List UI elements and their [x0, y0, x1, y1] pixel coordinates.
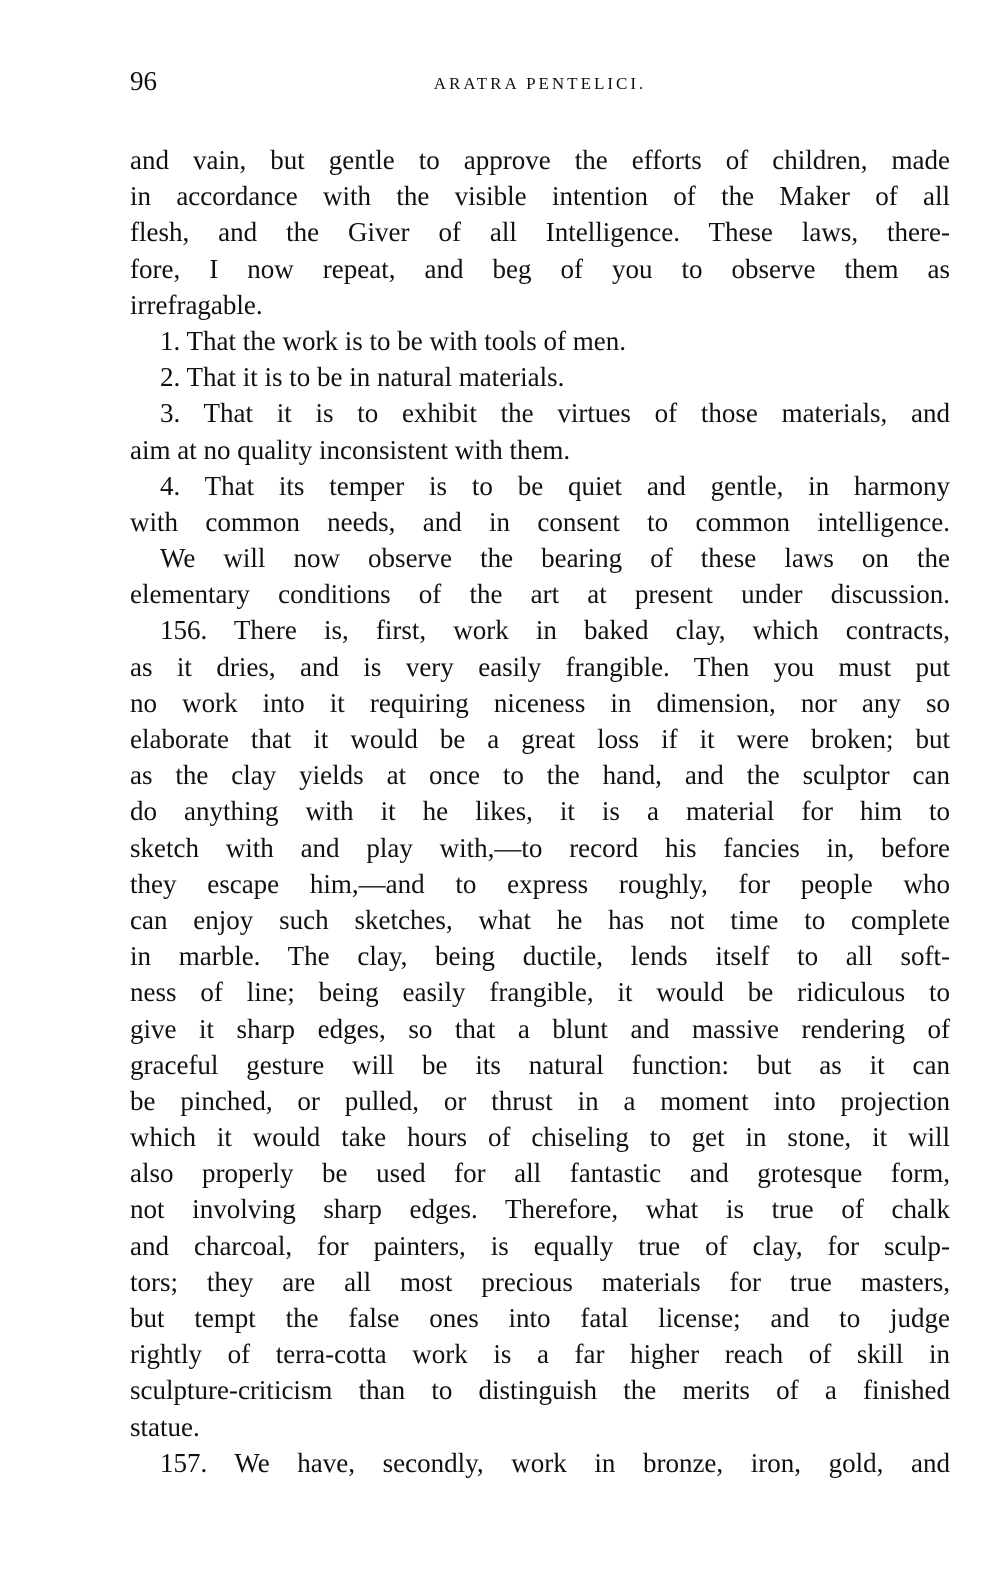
text-line: flesh, and the Giver of all Intelligence. These laws, there-: [130, 217, 950, 248]
text-line: no work into it requiring niceness in dimension, nor any so: [130, 687, 950, 718]
text-line: 4. That its temper is to be quiet and gentle, in harmony: [160, 470, 950, 501]
text-line: with common needs, and in consent to common intelligence.: [130, 506, 950, 537]
text-line: rightly of terra-cotta work is a far higher reach of skill in: [130, 1339, 950, 1370]
text-line: in accordance with the visible intention of the Maker of all: [130, 181, 950, 212]
text-line: give it sharp edges, so that a blunt and massive rendering of: [130, 1013, 950, 1044]
text-line: sculpture-criticism than to distinguish the merits of a finished: [130, 1375, 950, 1406]
text-line: do anything with it he likes, it is a material for him to: [130, 796, 950, 827]
text-line: elaborate that it would be a great loss if it were broken; but: [130, 724, 950, 754]
text-line: in marble. The clay, being ductile, lends itself to all soft-: [130, 941, 950, 972]
text-line: 1. That the work is to be with tools of men.: [160, 325, 626, 356]
text-line: tors; they are all most precious materials for true masters,: [130, 1266, 950, 1297]
text-line: they escape him,—and to express roughly, for people who: [130, 868, 950, 899]
text-line: We will now observe the bearing of these laws on the: [160, 543, 950, 574]
text-line: and charcoal, for painters, is equally true of clay, for sculp-: [130, 1230, 950, 1261]
text-line: also properly be used for all fantastic and grotesque form,: [130, 1158, 950, 1189]
text-line: as the clay yields at once to the hand, and the sculptor can: [130, 760, 950, 791]
text-line: be pinched, or pulled, or thrust in a moment into projection: [130, 1085, 950, 1116]
text-line: 3. That it is to exhibit the virtues of those materials, and: [160, 398, 950, 429]
text-line: as it dries, and is very easily frangible. Then you must put: [130, 651, 950, 682]
text-line: 2. That it is to be in natural materials.: [160, 362, 565, 393]
text-line: can enjoy such sketches, what he has not time to complete: [130, 904, 950, 935]
page-header: [130, 66, 950, 106]
text-line: 156. There is, first, work in baked clay, which contracts,: [160, 615, 950, 646]
text-line: fore, I now repeat, and beg of you to observe them as: [130, 253, 950, 284]
text-line: ness of line; being easily frangible, it would be ridiculous to: [130, 977, 950, 1008]
text-line: 157. We have, secondly, work in bronze, iron, gold, and: [160, 1447, 950, 1478]
text-line: graceful gesture will be its natural function: but as it can: [130, 1049, 950, 1080]
text-line: sketch with and play with,—to record his fancies in, before: [130, 832, 950, 863]
text-line: irrefragable.: [130, 289, 263, 320]
text-line: elementary conditions of the art at present under discussion.: [130, 579, 950, 610]
text-line: statue.: [130, 1411, 200, 1442]
text-line: not involving sharp edges. Therefore, what is true of chalk: [130, 1194, 950, 1225]
body-text: [130, 142, 950, 1481]
text-line: but tempt the false ones into fatal license; and to judge: [130, 1303, 950, 1333]
text-line: aim at no quality inconsistent with them.: [130, 434, 571, 465]
text-line: and vain, but gentle to approve the efforts of children, made: [130, 145, 950, 175]
text-line: which it would take hours of chiseling to get in stone, it will: [130, 1122, 950, 1153]
page-number: 96: [130, 66, 157, 96]
running-title: ARATRA PENTELICI.: [433, 74, 647, 93]
